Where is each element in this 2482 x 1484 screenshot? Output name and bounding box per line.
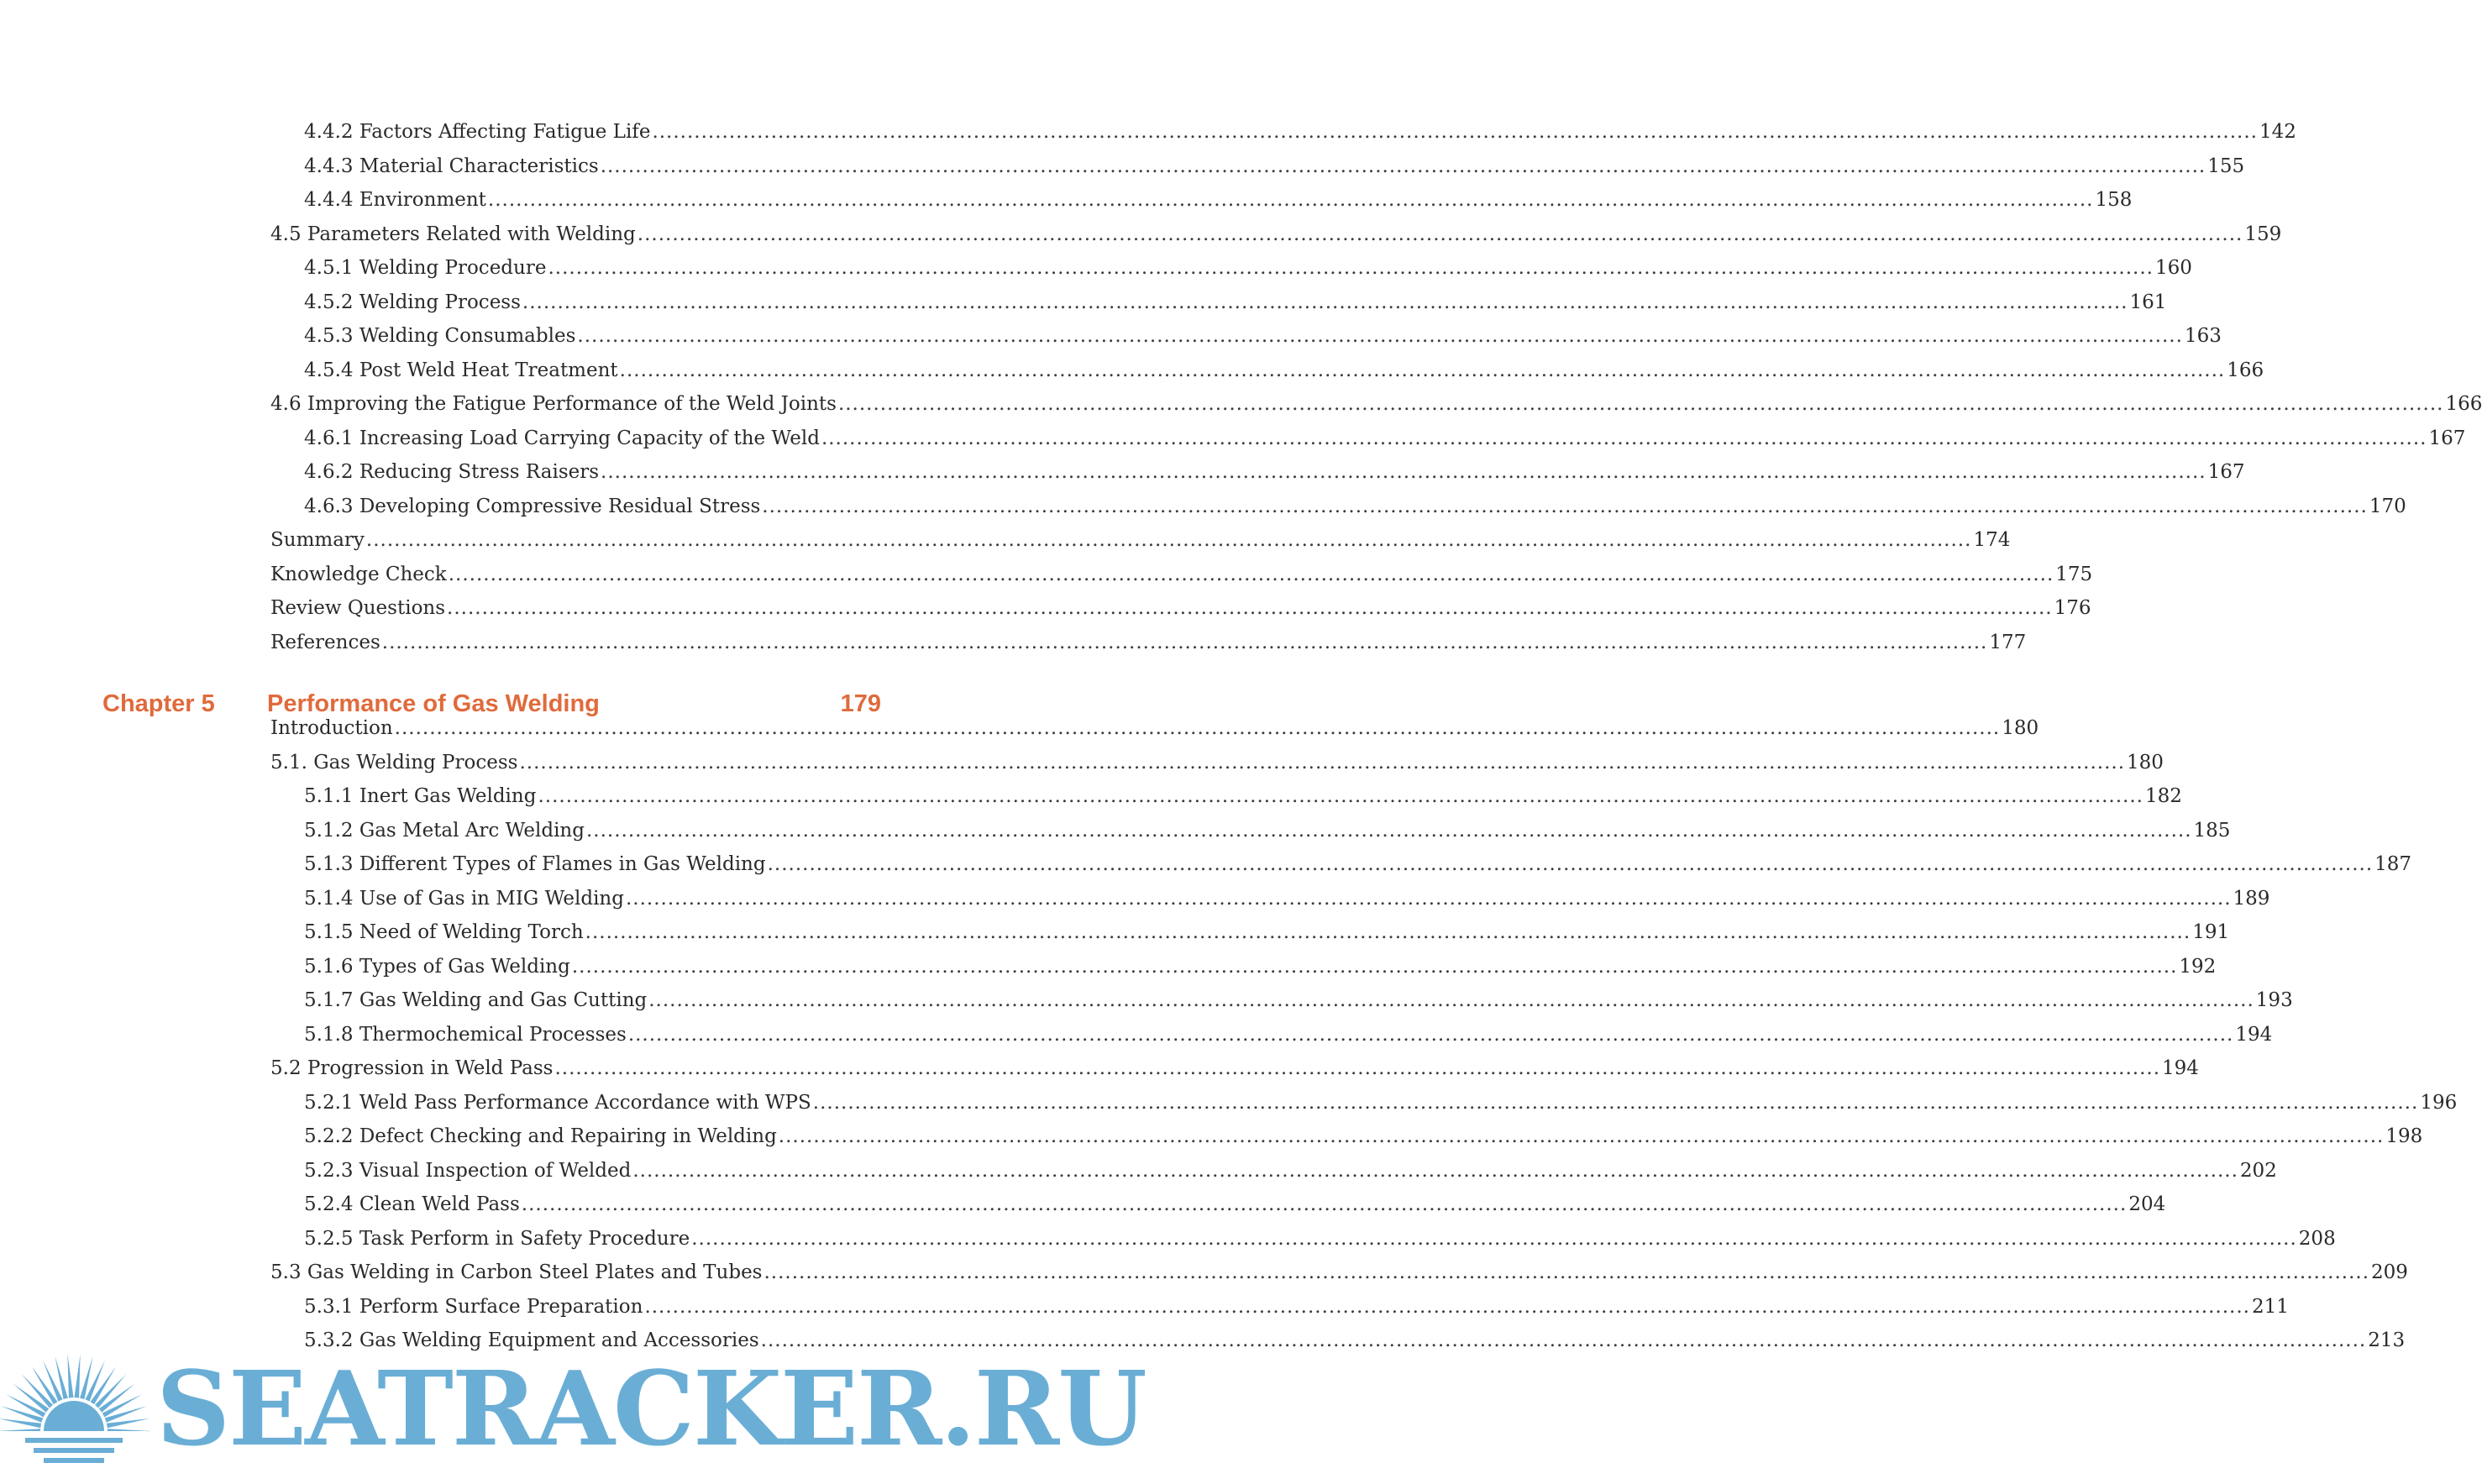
watermark	[0, 1344, 1146, 1484]
toc-entry-page: 166	[2227, 359, 2264, 381]
toc-entry-page: 180	[2127, 751, 2164, 773]
toc-entry-title: 5.1.5 Need of Welding Torch	[304, 921, 584, 943]
toc-entry	[304, 155, 2245, 191]
toc-entry-title: 5.1.3 Different Types of Flames in Gas Welding	[304, 853, 766, 875]
dot-leader	[768, 855, 2374, 874]
toc-entry-page: 161	[2129, 291, 2167, 313]
toc-entry-title: 5.1.6 Types of Gas Welding	[304, 955, 570, 978]
toc-entry-title: 5.3.1 Perform Surface Preparation	[304, 1295, 643, 1318]
toc-entry-title: Knowledge Check	[270, 563, 447, 585]
toc-entry-page: 192	[2179, 955, 2217, 978]
toc-entry	[304, 955, 2217, 992]
toc-entry-title: Introduction	[270, 717, 393, 739]
dot-leader	[522, 1195, 2128, 1214]
toc-entry	[304, 461, 2245, 497]
toc-entry	[304, 785, 2182, 821]
toc-entry-title: 4.6.3 Developing Compressive Residual Stress	[304, 495, 761, 517]
toc-entry	[304, 853, 2412, 889]
toc-entry	[270, 631, 2027, 668]
toc-entry-page: 187	[2374, 853, 2412, 875]
toc-entry-page: 196	[2420, 1091, 2458, 1114]
toc-entry	[304, 1295, 2289, 1332]
dot-leader	[813, 1093, 2419, 1113]
toc-entry-title: 4.5 Parameters Related with Welding	[270, 223, 636, 245]
toc-entry-title: 4.4.4 Environment	[304, 189, 486, 211]
dot-leader	[449, 565, 2054, 585]
toc-entry-title: 4.4.3 Material Characteristics	[304, 155, 599, 177]
toc-entry-title: 5.2 Progression in Weld Pass	[270, 1057, 554, 1079]
toc-entry-page: 155	[2207, 155, 2245, 177]
toc-entry	[270, 393, 2482, 429]
dot-leader	[628, 1025, 2234, 1045]
toc-entry-title: 5.1.8 Thermochemical Processes	[304, 1023, 627, 1046]
toc-entry-page: 174	[1973, 529, 2011, 551]
dot-leader	[519, 753, 2125, 773]
dot-leader	[763, 1263, 2369, 1282]
toc-entry-title: References	[270, 631, 380, 653]
dot-leader	[632, 1162, 2238, 1181]
toc-entry-page: 185	[2193, 819, 2231, 842]
dot-leader	[585, 923, 2191, 942]
toc-entry	[304, 1023, 2273, 1060]
dot-leader	[395, 719, 2001, 738]
dot-leader	[522, 293, 2128, 312]
toc-entry	[304, 887, 2270, 924]
chapter-page-number: 179	[840, 690, 881, 717]
dot-leader	[779, 1127, 2385, 1146]
toc-entry-page: 194	[2162, 1057, 2199, 1079]
dot-leader	[601, 157, 2207, 176]
toc-entry	[304, 257, 2192, 293]
toc-entry-title: 5.1.7 Gas Welding and Gas Cutting	[304, 989, 648, 1011]
toc-entry-page: 198	[2385, 1125, 2423, 1147]
toc-entry-page: 175	[2055, 563, 2093, 585]
toc-entry-page: 166	[2445, 393, 2482, 415]
toc-entry	[270, 597, 2091, 633]
dot-leader	[648, 991, 2254, 1010]
dot-leader	[620, 361, 2226, 380]
sun-ray	[107, 1418, 150, 1428]
dot-leader	[554, 1059, 2160, 1078]
toc-entry-title: 4.5.1 Welding Procedure	[304, 257, 547, 279]
toc-entry	[304, 427, 2466, 464]
toc-entry-title: 4.6 Improving the Fatigue Performance of the Weld Joints	[270, 393, 837, 415]
toc-entry-title: 5.2.2 Defect Checking and Repairing in Welding	[304, 1125, 777, 1147]
toc-entry-title: Summary	[270, 529, 365, 551]
dot-leader	[586, 821, 2192, 841]
dot-leader	[447, 599, 2053, 618]
dot-leader	[366, 531, 1972, 550]
toc-entry-page: 211	[2251, 1295, 2289, 1318]
toc-entry-title: 4.6.1 Increasing Load Carrying Capacity of the Weld	[304, 427, 820, 449]
toc-entry	[304, 1125, 2423, 1162]
toc-entry	[304, 291, 2167, 328]
toc-entry	[304, 921, 2230, 957]
toc-entry-title: 5.3.2 Gas Welding Equipment and Accessories	[304, 1329, 759, 1351]
toc-entry-page: 182	[2145, 785, 2182, 807]
toc-entry	[270, 751, 2164, 788]
toc-entry-page: 170	[2369, 495, 2406, 517]
toc-entry-page: 194	[2235, 1023, 2273, 1046]
toc-entry-page: 158	[2095, 189, 2133, 211]
toc-entry	[304, 1091, 2458, 1128]
toc-entry-title: 5.2.3 Visual Inspection of Welded	[304, 1159, 632, 1182]
sun-icon	[0, 1344, 147, 1484]
toc-entry-title: 5.1.2 Gas Metal Arc Welding	[304, 819, 585, 842]
toc-entry	[270, 223, 2282, 260]
dot-leader	[762, 497, 2368, 517]
toc-entry	[304, 325, 2222, 361]
toc-entry-title: 4.5.3 Welding Consumables	[304, 325, 576, 347]
toc-entry	[304, 121, 2296, 157]
toc-entry	[304, 189, 2133, 225]
toc-entry	[304, 819, 2231, 856]
toc-entry-page: 160	[2155, 257, 2192, 279]
toc-entry-page: 167	[2207, 461, 2245, 483]
dot-leader	[382, 633, 1988, 653]
dot-leader	[691, 1230, 2297, 1249]
watermark-text: SEATRACKER.RU	[156, 1348, 1146, 1469]
dot-leader	[838, 395, 2444, 414]
dot-leader	[638, 225, 2243, 244]
toc-entry-title: 5.2.1 Weld Pass Performance Accordance with WPS	[304, 1091, 811, 1114]
toc-entry	[270, 717, 2039, 753]
toc-entry-page: 177	[1989, 631, 2027, 653]
toc-entry-title: 4.6.2 Reducing Stress Raisers	[304, 461, 600, 483]
toc-entry-title: 5.2.5 Task Perform in Safety Procedure	[304, 1227, 690, 1250]
toc-entry-page: 204	[2128, 1193, 2166, 1215]
toc-entry-page: 208	[2298, 1227, 2336, 1250]
toc-entry	[304, 1193, 2166, 1230]
dot-leader	[601, 463, 2207, 482]
toc-entry-title: 5.1.1 Inert Gas Welding	[304, 785, 537, 807]
toc-entry-title: 5.1. Gas Welding Process	[270, 751, 518, 773]
toc-entry-page: 142	[2259, 121, 2296, 143]
toc-entry-title: 4.5.4 Post Weld Heat Treatment	[304, 359, 618, 381]
chapter-title: Performance of Gas Welding	[267, 690, 600, 717]
sun-ray	[75, 1354, 81, 1397]
toc-entry-title: Review Questions	[270, 597, 446, 619]
toc-entry	[304, 1227, 2336, 1264]
toc-section-chapter-5	[0, 717, 2458, 1366]
toc-entry	[304, 1159, 2277, 1196]
toc-entry	[270, 563, 2093, 600]
dot-leader	[577, 327, 2183, 346]
dot-leader	[626, 889, 2232, 909]
toc-entry	[304, 359, 2264, 396]
dot-leader	[644, 1298, 2250, 1317]
dot-leader	[548, 259, 2154, 278]
toc-entry-page: 209	[2371, 1261, 2408, 1283]
dot-leader	[488, 191, 2094, 210]
toc-entry-page: 163	[2184, 325, 2222, 347]
toc-entry-title: 5.1.4 Use of Gas in MIG Welding	[304, 887, 624, 910]
toc-section-chapter-4	[0, 121, 2482, 667]
toc-entry-page: 193	[2255, 989, 2293, 1011]
toc-entry-page: 213	[2368, 1329, 2406, 1351]
toc-entry	[270, 1261, 2408, 1298]
toc-entry	[304, 495, 2406, 532]
dot-leader	[572, 957, 2178, 977]
toc-entry-page: 167	[2428, 427, 2466, 449]
dot-leader	[538, 787, 2144, 806]
toc-entry-page: 176	[2054, 597, 2091, 619]
toc-entry	[270, 1057, 2199, 1093]
toc-entry-page: 189	[2233, 887, 2270, 910]
toc-entry-page: 159	[2244, 223, 2282, 245]
toc-entry-title: 4.4.2 Factors Affecting Fatigue Life	[304, 121, 651, 143]
dot-leader	[652, 123, 2258, 142]
dot-leader	[821, 429, 2427, 448]
toc-entry	[304, 989, 2293, 1025]
sun-ray	[67, 1354, 73, 1397]
toc-entry-title: 5.3 Gas Welding in Carbon Steel Plates and Tubes	[270, 1261, 763, 1283]
toc-entry-page: 191	[2192, 921, 2230, 943]
toc-entry	[270, 529, 2011, 565]
table-of-contents	[0, 121, 2482, 1366]
toc-entry-page: 202	[2239, 1159, 2277, 1182]
toc-entry-title: 5.2.4 Clean Weld Pass	[304, 1193, 520, 1215]
toc-entry-page: 180	[2002, 717, 2039, 739]
chapter-label: Chapter 5	[102, 690, 215, 717]
toc-entry-title: 4.5.2 Welding Process	[304, 291, 521, 313]
